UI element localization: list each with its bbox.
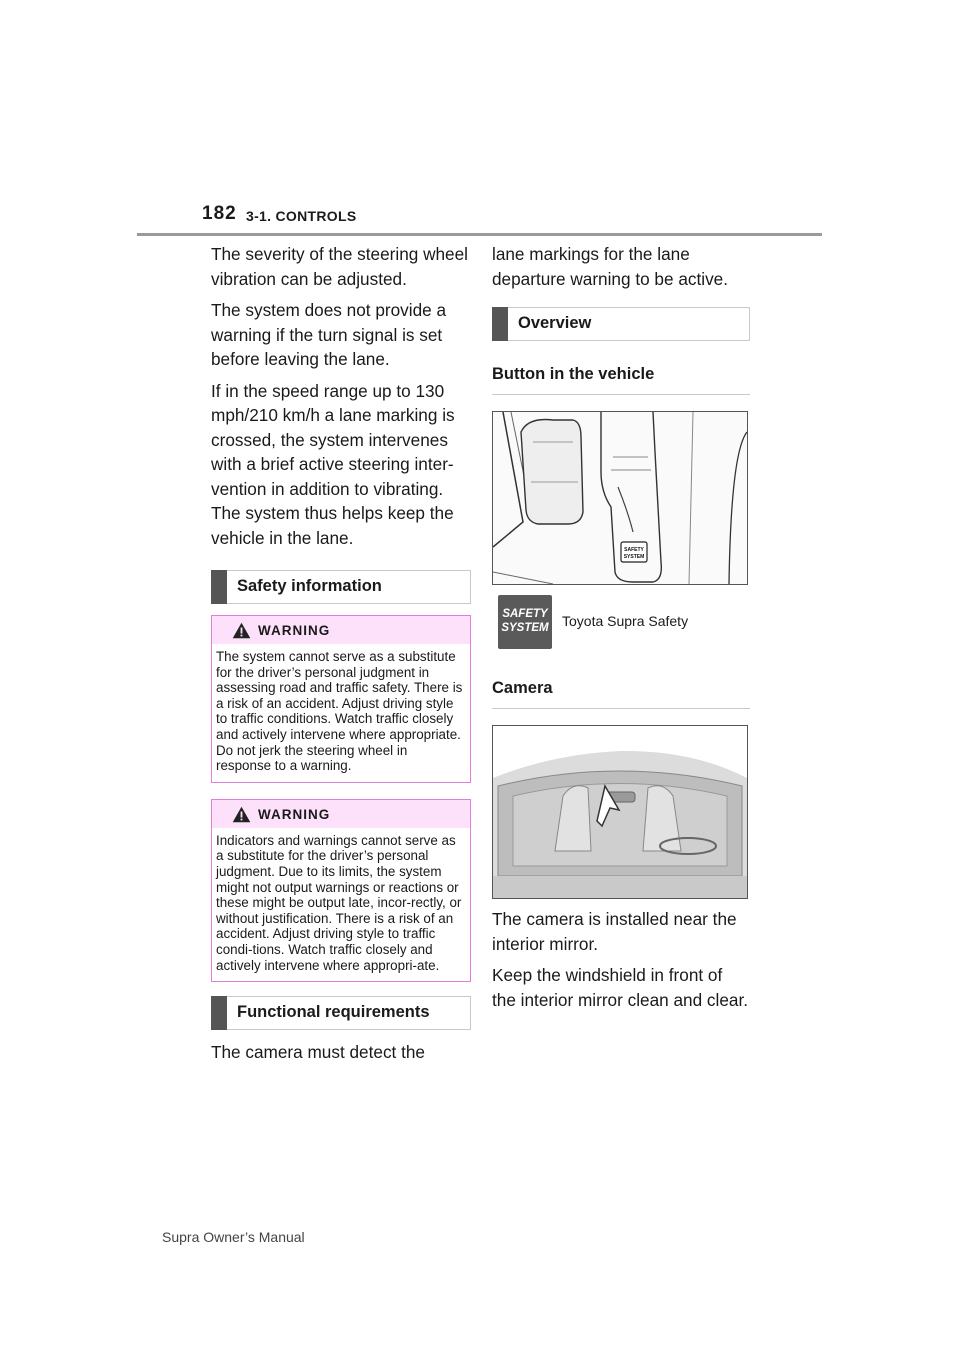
button-label: SAFETY SYSTEM bbox=[501, 608, 549, 634]
console-drawing bbox=[493, 412, 747, 584]
overview-heading bbox=[492, 307, 750, 341]
paragraph: Keep the windshield in front of the interior mirror clean and clear. bbox=[492, 965, 749, 1010]
warning-icon bbox=[232, 622, 251, 639]
paragraph: The severity of the steering wheel vibration can be adjusted. bbox=[211, 244, 468, 289]
svg-text:SAFETY: SAFETY bbox=[624, 547, 644, 553]
page-number: 182 bbox=[202, 203, 237, 224]
functional-requirements-heading bbox=[211, 996, 471, 1030]
warning-title: WARNING bbox=[258, 806, 331, 822]
warning-icon bbox=[232, 806, 251, 823]
paragraph: The camera must detect the bbox=[211, 1042, 425, 1063]
paragraph: lane markings for the lane departure warning to be active. bbox=[492, 244, 728, 289]
safety-system-button-icon bbox=[498, 595, 552, 649]
heading-text: Overview bbox=[518, 314, 592, 332]
button-caption: Toyota Supra Safety bbox=[562, 613, 689, 629]
button-in-vehicle-subheading: Button in the vehicle bbox=[492, 365, 750, 395]
warning-header bbox=[212, 800, 470, 828]
header-divider bbox=[137, 233, 822, 236]
heading-marker bbox=[492, 307, 508, 341]
heading-text: Safety information bbox=[237, 577, 382, 595]
heading-marker bbox=[211, 996, 227, 1030]
paragraph: The camera is installed near the interior mirror. bbox=[492, 909, 737, 954]
warning-title: WARNING bbox=[258, 623, 331, 638]
heading-text: Functional requirements bbox=[237, 1003, 430, 1022]
warning-text: The system cannot serve as a substitute for the driver’s personal judgment in assessing road and traffic safety. There is a risk of an accident. Adjust driving style to traffic conditions. Watch traffic closely and actively intervene where appropriate. Do not jerk the steering wheel in response to a warning. bbox=[216, 649, 463, 774]
warning-box bbox=[211, 615, 471, 783]
right-column bbox=[492, 242, 750, 1019]
paragraph: The system does not provide a warning if the turn signal is set before leaving the lane. bbox=[211, 300, 447, 369]
warning-text: Indicators and warnings cannot serve as a substitute for the driver’s personal judgment. Due to its limits, the system might not output warnings or reactions or these might be output late, incor-rectly, or without justification. There is a risk of an accident. Adjust driving style to traffic condi-tions. Watch traffic closely and actively intervene where appropri-ate. bbox=[216, 832, 462, 973]
warning-header bbox=[212, 616, 470, 644]
button-caption-row bbox=[492, 595, 750, 655]
section-title: 3-1. CONTROLS bbox=[246, 208, 357, 224]
left-column bbox=[211, 242, 471, 1072]
camera-subheading: Camera bbox=[492, 679, 750, 709]
footer-text: Supra Owner’s Manual bbox=[162, 1229, 305, 1245]
svg-text:SYSTEM: SYSTEM bbox=[623, 554, 645, 560]
paragraph: If in the speed range up to 130 mph/210 km/h a lane marking is crossed, the system intervenes with a brief active steering inter-vention in addition to vibrating. The system thus helps keep the vehicle in the lane. bbox=[211, 380, 455, 548]
cabin-drawing bbox=[493, 726, 747, 898]
heading-marker bbox=[211, 570, 227, 604]
warning-box bbox=[211, 799, 471, 982]
center-console-illustration bbox=[492, 411, 748, 585]
camera-location-illustration bbox=[492, 725, 748, 899]
safety-information-heading bbox=[211, 570, 471, 604]
